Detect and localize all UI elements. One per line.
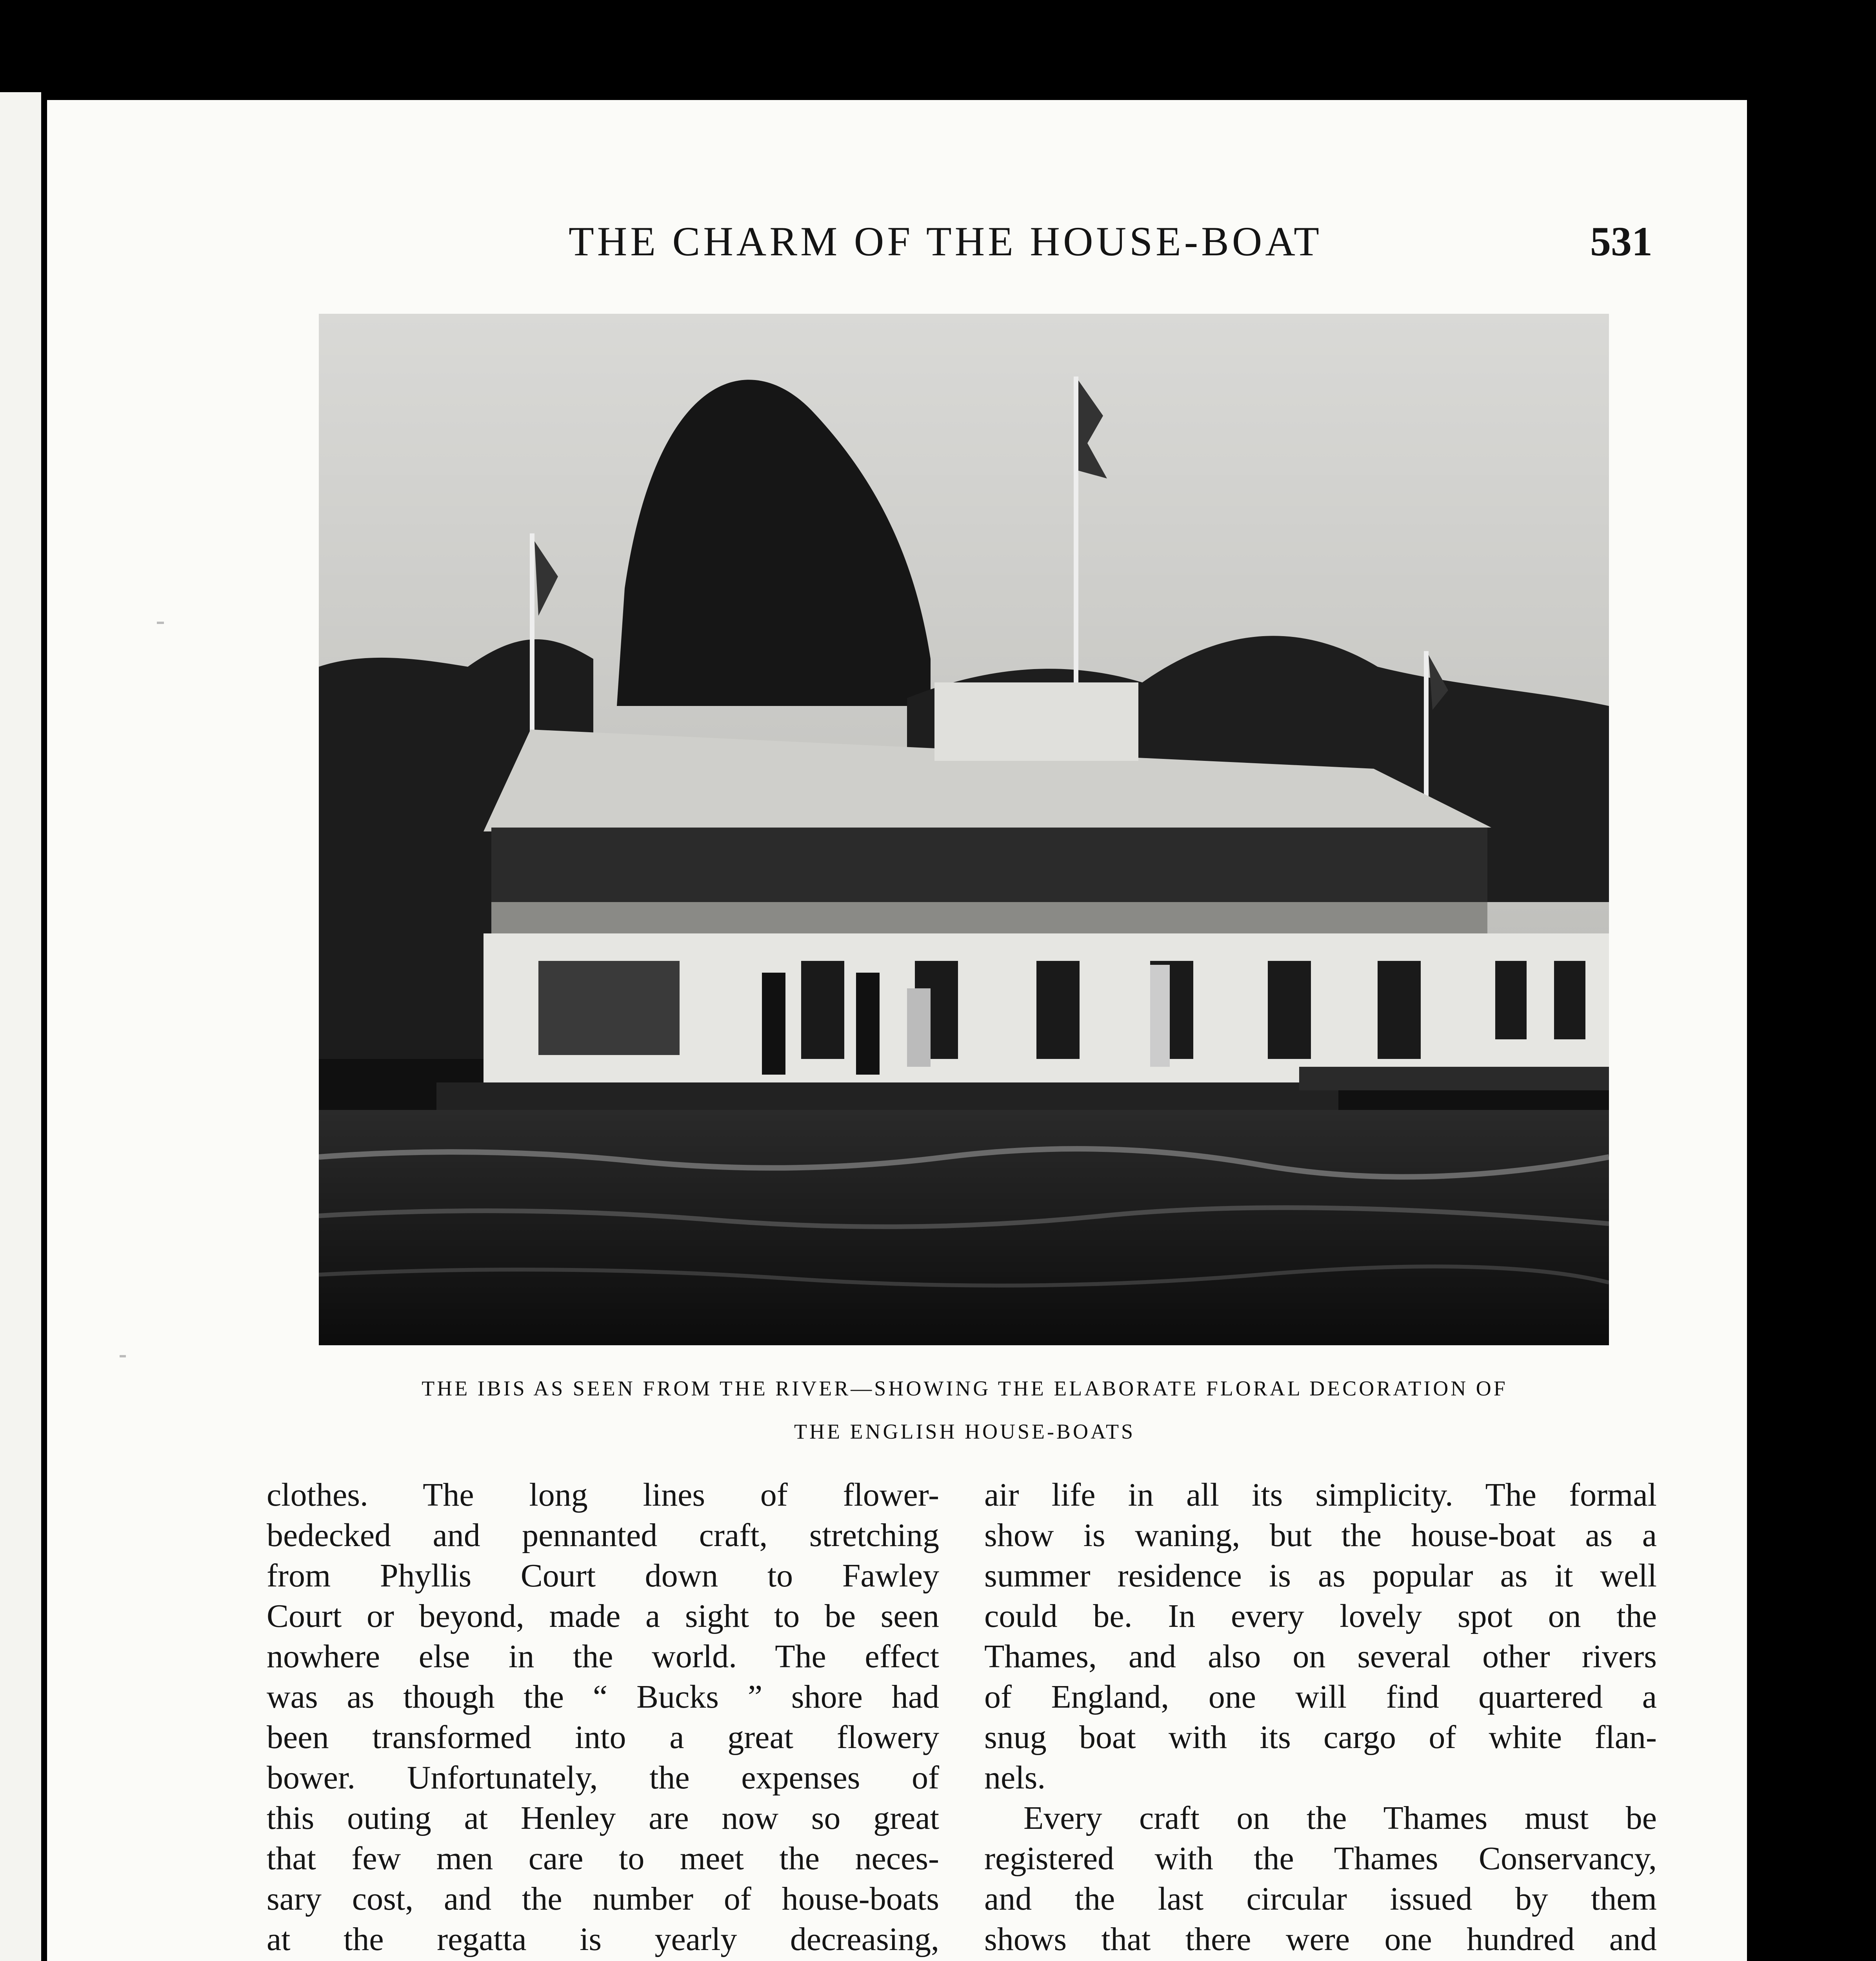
- text-line: nels.: [984, 1759, 1046, 1796]
- page-number: 531: [1590, 218, 1652, 264]
- text-line: of England, one will find quartered a: [984, 1679, 1657, 1715]
- text-line: nowhere else in the world. The effect: [267, 1638, 939, 1675]
- running-head: THE CHARM OF THE HOUSE-BOAT: [569, 218, 1322, 264]
- text-line: snug boat with its cargo of white flan-: [984, 1719, 1657, 1755]
- text-line: show is waning, but the house-boat as a: [984, 1517, 1657, 1554]
- house-boat-photo: [319, 314, 1609, 1345]
- caption-line: THE IBIS AS SEEN FROM THE RIVER—SHOWING THE ELABORATE FLORAL DECORATION OF: [422, 1377, 1508, 1400]
- scan-speck: [157, 622, 164, 624]
- text-line: [984, 1959, 1657, 1961]
- text-line: shows that there were one hundred and: [984, 1921, 1657, 1957]
- magazine-page: [47, 100, 1747, 1961]
- left-column: [267, 1475, 939, 1961]
- text-line: that few men care to meet the neces-: [267, 1840, 939, 1877]
- text-line: sary cost, and the number of house-boats: [267, 1881, 939, 1917]
- text-line: was as though the “ Bucks ” shore had: [267, 1679, 939, 1715]
- house-boat-illustration: [319, 314, 1609, 1345]
- text-line: bower. Unfortunately, the expenses of: [267, 1759, 939, 1796]
- text-line: summer residence is as popular as it well: [984, 1557, 1657, 1594]
- text-line: clothes. The long lines of flower-: [267, 1477, 939, 1513]
- scan-speck: [120, 1355, 126, 1357]
- text-line: from Phyllis Court down to Fawley: [267, 1557, 939, 1594]
- text-line: bedecked and pennanted craft, stretching: [267, 1517, 939, 1554]
- photo-caption: [322, 1367, 1608, 1453]
- text-line: been transformed into a great flowery: [267, 1719, 939, 1755]
- text-line: at the regatta is yearly decreasing,: [267, 1921, 939, 1957]
- text-line: could be. In every lovely spot on the: [984, 1598, 1657, 1634]
- text-line: air life in all its simplicity. The formal: [984, 1477, 1657, 1513]
- caption-line: THE ENGLISH HOUSE-BOATS: [794, 1420, 1135, 1443]
- text-line: and the last circular issued by them: [984, 1881, 1657, 1917]
- text-line: registered with the Thames Conservancy,: [984, 1840, 1657, 1877]
- text-line: this outing at Henley are now so great: [267, 1800, 939, 1836]
- text-line: Every craft on the Thames must be: [1023, 1800, 1657, 1836]
- text-line: Court or beyond, made a sight to be seen: [267, 1598, 939, 1634]
- previous-page-edge: [0, 92, 41, 1961]
- right-column: [984, 1475, 1657, 1961]
- text-line: [267, 1959, 939, 1961]
- text-line: Thames, and also on several other rivers: [984, 1638, 1657, 1675]
